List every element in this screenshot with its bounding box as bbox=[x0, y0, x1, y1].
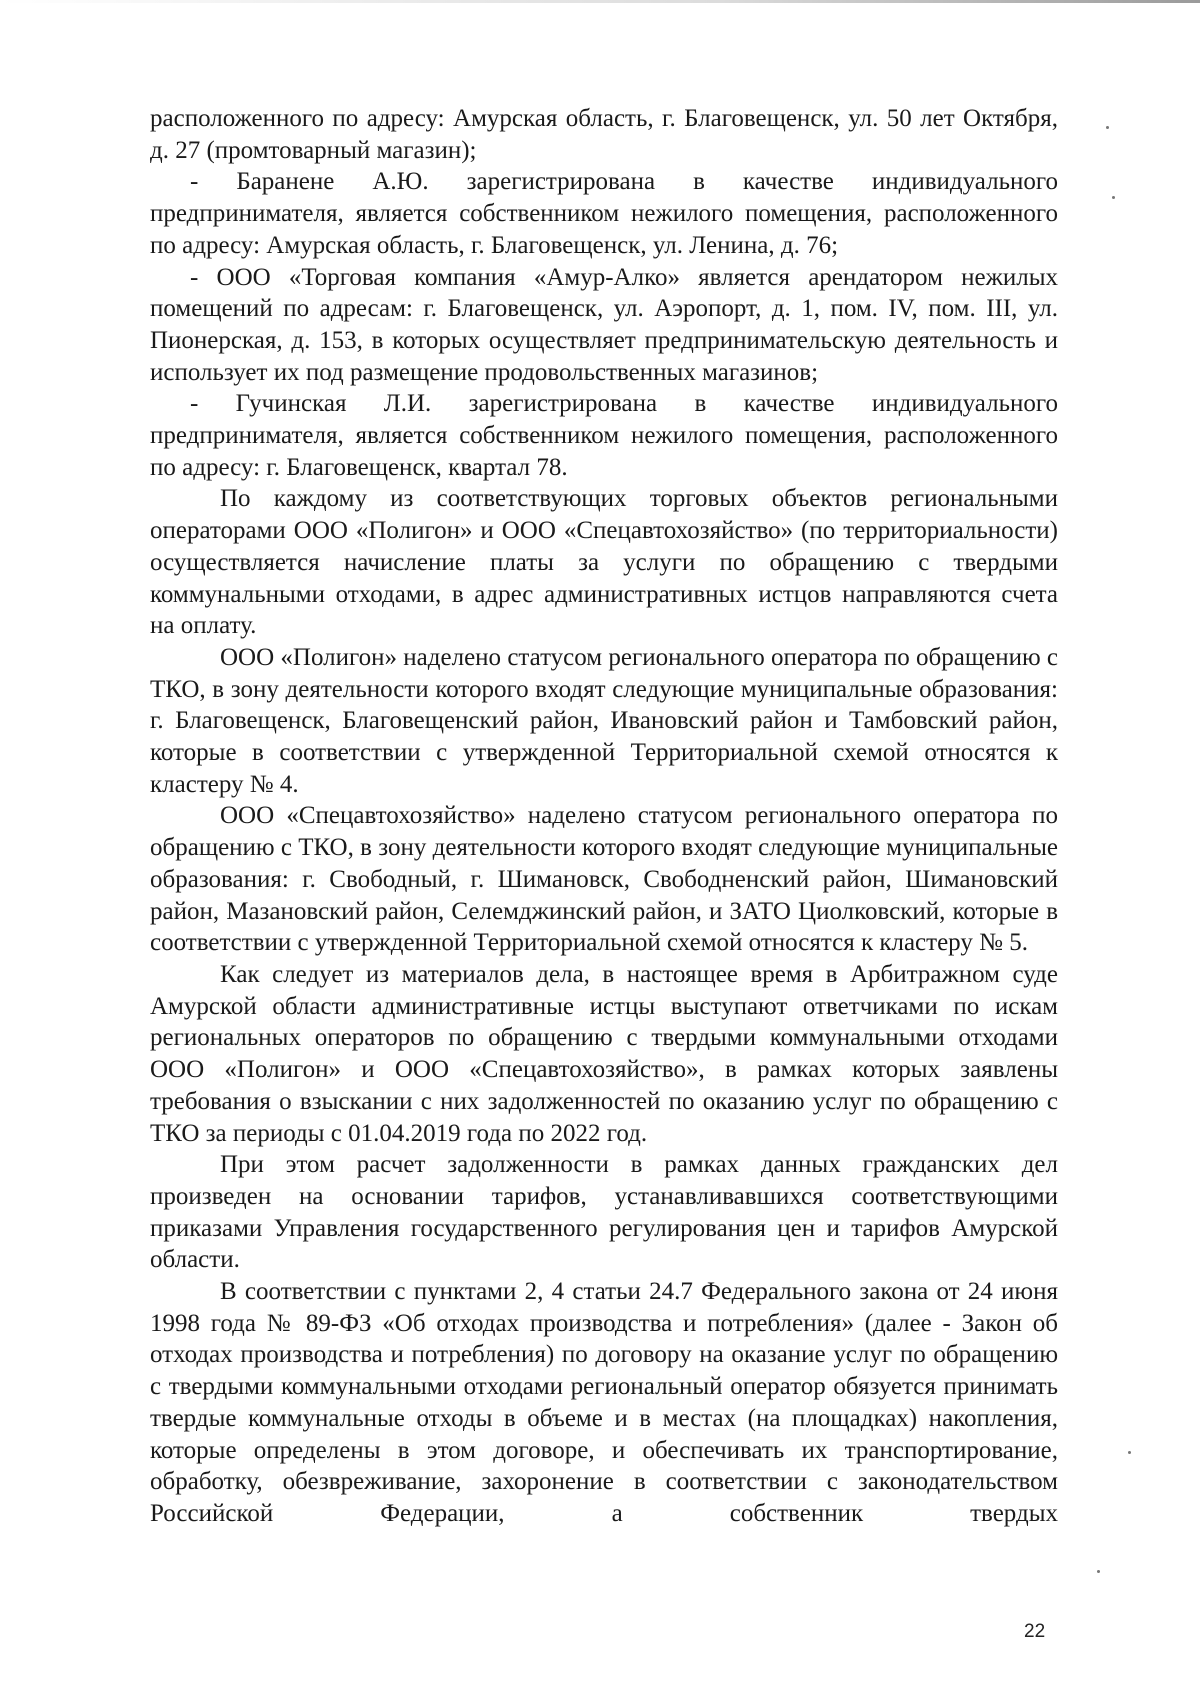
page-number: 22 bbox=[1024, 1621, 1046, 1642]
paragraph-poligon-status: ООО «Полигон» наделено статусом регионального оператора по обращению с ТКО, в зону деятельности которого входят следующие муниципальные образования: г. Благовещенск, Благовещенский район, Ивановский район и Тамбовский район, которые в соответствии с утвержденной Территориальной схемой относятся к кластеру № 4. bbox=[150, 643, 1058, 798]
scan-speck bbox=[1112, 196, 1115, 199]
scan-speck bbox=[1106, 126, 1109, 129]
document-body bbox=[150, 103, 1058, 1530]
paragraph-regional-operators-billing: По каждому из соответствующих торговых объектов региональными операторами ООО «Полигон» и ООО «Спецавтохозяйство» (по территориальности) осуществляется начисление платы за услуги по обращению с твердыми коммунальными отходами, в адрес административных истцов направляются счета на оплату. bbox=[150, 485, 1058, 640]
paragraph-baranene: - Баранене А.Ю. зарегистрирована в качестве индивидуального предпринимателя, является собственником нежилого помещения, расположенного по адресу: Амурская область, г. Благовещенск, ул. Ленина, д. 76; bbox=[150, 168, 1058, 259]
scan-top-edge bbox=[0, 0, 1200, 3]
paragraph-federal-law: В соответствии с пунктами 2, 4 статьи 24.7 Федерального закона от 24 июня 1998 года № 89-ФЗ «Об отходах производства и потребления» (далее - Закон об отходах производства и потребления) по договору на оказание услуг по обращению с твердыми коммунальными отходами региональный оператор обязуется принимать твердые коммунальные отходы в объеме и в местах (на площадках) накопления, которые определены в этом договоре, и обеспечивать их транспортирование, обработку, обезвреживание, захоронение в соответствии с законодательством Российской Федерации, а собственник твердых bbox=[150, 1278, 1058, 1527]
paragraph-arbitration-case: Как следует из материалов дела, в настоящее время в Арбитражном суде Амурской области административные истцы выступают ответчиками по искам региональных операторов по обращению с твердыми коммунальными отходами ООО «Полигон» и ООО «Спецавтохозяйство», в рамках которых заявлены требования о взыскании с них задолженностей по оказанию услуг по обращению с ТКО за периоды с 01.04.2019 года по 2022 год. bbox=[150, 960, 1058, 1147]
paragraph-amur-alko: - ООО «Торговая компания «Амур-Алко» является арендатором нежилых помещений по адресам: г. Благовещенск, ул. Аэропорт, д. 1, пом. IV, пом. III, ул. Пионерская, д. 153, в которых осуществляет предпринимательскую деятельность и использует их под размещение продовольственных магазинов; bbox=[150, 263, 1058, 386]
paragraph-spetsavtokhozyaystvo-status: ООО «Спецавтохозяйство» наделено статусом регионального оператора по обращению с ТКО, в зону деятельности которого входят следующие муниципальные образования: г. Свободный, г. Шимановск, Свободненский район, Шимановский район, Мазановский район, Селемджинский район, и ЗАТО Циолковский, которые в соответствии с утвержденной Территориальной схемой относятся к кластеру № 5. bbox=[150, 802, 1058, 957]
scan-speck bbox=[1097, 1570, 1100, 1573]
scan-speck bbox=[1128, 1451, 1131, 1454]
paragraph-address-continuation: расположенного по адресу: Амурская область, г. Благовещенск, ул. 50 лет Октября, д. 27 (промтоварный магазин); bbox=[150, 105, 1058, 164]
paragraph-guchinskaya: - Гучинская Л.И. зарегистрирована в качестве индивидуального предпринимателя, является собственником нежилого помещения, расположенного по адресу: г. Благовещенск, квартал 78. bbox=[150, 390, 1058, 481]
paragraph-debt-calculation: При этом расчет задолженности в рамках данных гражданских дел произведен на основании тарифов, устанавливавшихся соответствующими приказами Управления государственного регулирования цен и тарифов Амурской области. bbox=[150, 1151, 1058, 1274]
